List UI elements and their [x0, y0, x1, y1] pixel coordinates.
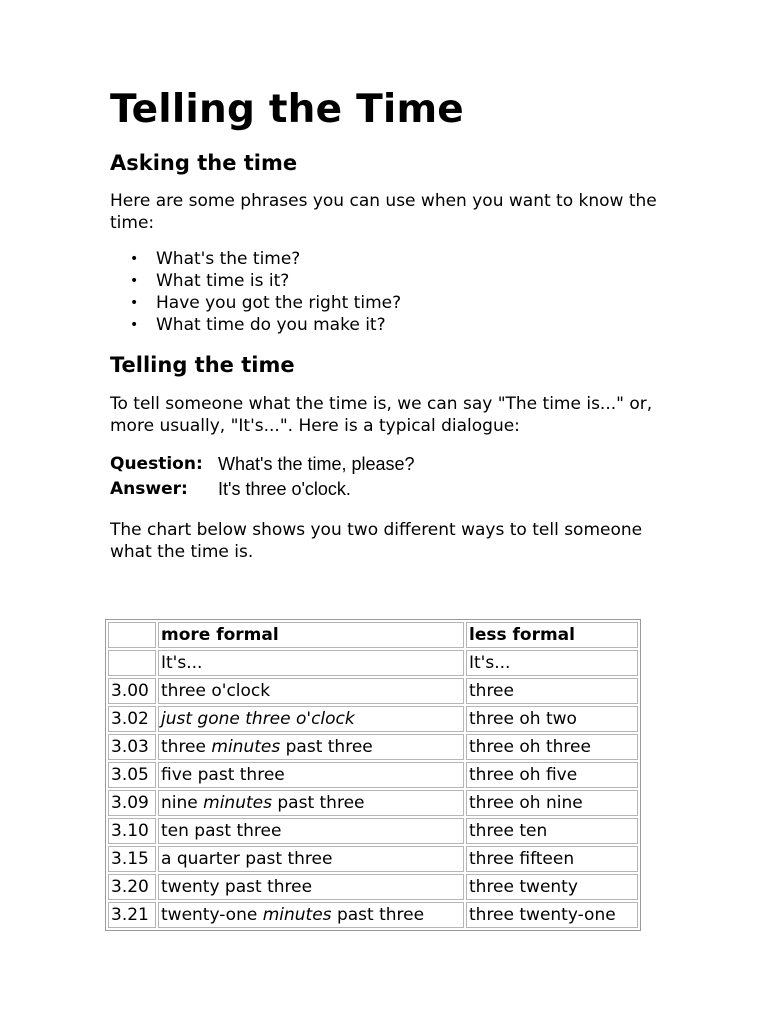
dialogue — [110, 452, 670, 502]
table-header-cell: less formal — [466, 622, 638, 648]
answer-label: Answer: — [110, 479, 188, 499]
informal-cell: three oh two — [466, 706, 638, 732]
list-item-text: What time is it? — [156, 271, 290, 291]
informal-cell: three twenty — [466, 874, 638, 900]
section-heading-asking: Asking the time — [110, 151, 298, 175]
asking-intro: Here are some phrases you can use when you want to know the time: — [110, 191, 657, 233]
table-subheader-row — [108, 650, 638, 676]
formal-text-segment: five past three — [161, 765, 285, 785]
time-cell: 3.02 — [108, 706, 156, 732]
answer-text: It's three o'clock. — [218, 479, 351, 499]
question-row — [110, 452, 670, 477]
table-header-cell: more formal — [158, 622, 464, 648]
formal-cell — [158, 762, 464, 788]
formal-cell — [158, 678, 464, 704]
formal-text-segment: just gone three o'clock — [161, 709, 355, 729]
table-row — [108, 678, 638, 704]
chart-intro: The chart below shows you two different ways to tell someone what the time is. — [110, 520, 643, 562]
formal-text-segment: past three — [331, 905, 425, 925]
table-row — [108, 706, 638, 732]
document-page — [110, 84, 670, 563]
time-cell: 3.15 — [108, 846, 156, 872]
informal-cell: three twenty-one — [466, 902, 638, 928]
informal-cell: three oh five — [466, 762, 638, 788]
phrase-list — [110, 248, 670, 336]
formal-cell — [158, 818, 464, 844]
time-cell: 3.00 — [108, 678, 156, 704]
time-chart-table — [105, 619, 641, 931]
formal-cell — [158, 734, 464, 760]
question-text: What's the time, please? — [218, 454, 415, 474]
formal-text-segment: three o'clock — [161, 681, 271, 701]
formal-text-segment: twenty-one — [161, 905, 263, 925]
formal-text-segment: minutes — [203, 793, 272, 813]
list-item-text: What's the time? — [156, 249, 301, 269]
bullet-icon: • — [130, 295, 139, 311]
table-cell: It's... — [466, 650, 638, 676]
formal-text-segment: a quarter past three — [161, 849, 333, 869]
table-row — [108, 874, 638, 900]
informal-cell: three oh nine — [466, 790, 638, 816]
bullet-icon: • — [130, 317, 139, 333]
table-row — [108, 790, 638, 816]
list-item — [130, 314, 670, 336]
time-cell: 3.03 — [108, 734, 156, 760]
table-cell: It's... — [158, 650, 464, 676]
section-heading-telling: Telling the time — [110, 353, 295, 377]
informal-cell: three ten — [466, 818, 638, 844]
formal-text-segment: nine — [161, 793, 204, 813]
table-row — [108, 762, 638, 788]
formal-text-segment: minutes — [262, 905, 332, 925]
informal-cell: three fifteen — [466, 846, 638, 872]
question-label: Question: — [110, 454, 203, 474]
time-cell: 3.09 — [108, 790, 156, 816]
formal-cell — [158, 790, 464, 816]
formal-cell — [158, 706, 464, 732]
table-header-row — [108, 622, 638, 648]
list-item-text: What time do you make it? — [156, 315, 386, 335]
list-item — [130, 248, 670, 270]
list-item — [130, 270, 670, 292]
bullet-icon: • — [130, 251, 139, 267]
formal-text-segment: twenty past three — [161, 877, 313, 897]
table-row — [108, 734, 638, 760]
table-row — [108, 818, 638, 844]
time-cell: 3.10 — [108, 818, 156, 844]
list-item-text: Have you got the right time? — [156, 293, 402, 313]
table-row — [108, 846, 638, 872]
list-item — [130, 292, 670, 314]
informal-cell: three oh three — [466, 734, 638, 760]
formal-text-segment: minutes — [211, 737, 281, 757]
formal-cell — [158, 846, 464, 872]
formal-text-segment: past three — [280, 737, 373, 757]
time-cell: 3.21 — [108, 902, 156, 928]
time-cell: 3.05 — [108, 762, 156, 788]
formal-cell — [158, 874, 464, 900]
time-cell: 3.20 — [108, 874, 156, 900]
answer-row — [110, 477, 670, 502]
page-title: Telling the Time — [110, 87, 464, 132]
formal-text-segment: three — [161, 737, 212, 757]
formal-cell — [158, 902, 464, 928]
table-row — [108, 902, 638, 928]
bullet-icon: • — [130, 273, 139, 289]
formal-text-segment: ten past three — [161, 821, 282, 841]
informal-cell: three — [466, 678, 638, 704]
telling-intro: To tell someone what the time is, we can say "The time is..." or, more usually, "It's...". Here is a typical dialogue: — [110, 394, 653, 436]
formal-text-segment: past three — [271, 793, 365, 813]
table-header-cell — [108, 622, 156, 648]
table-cell — [108, 650, 156, 676]
